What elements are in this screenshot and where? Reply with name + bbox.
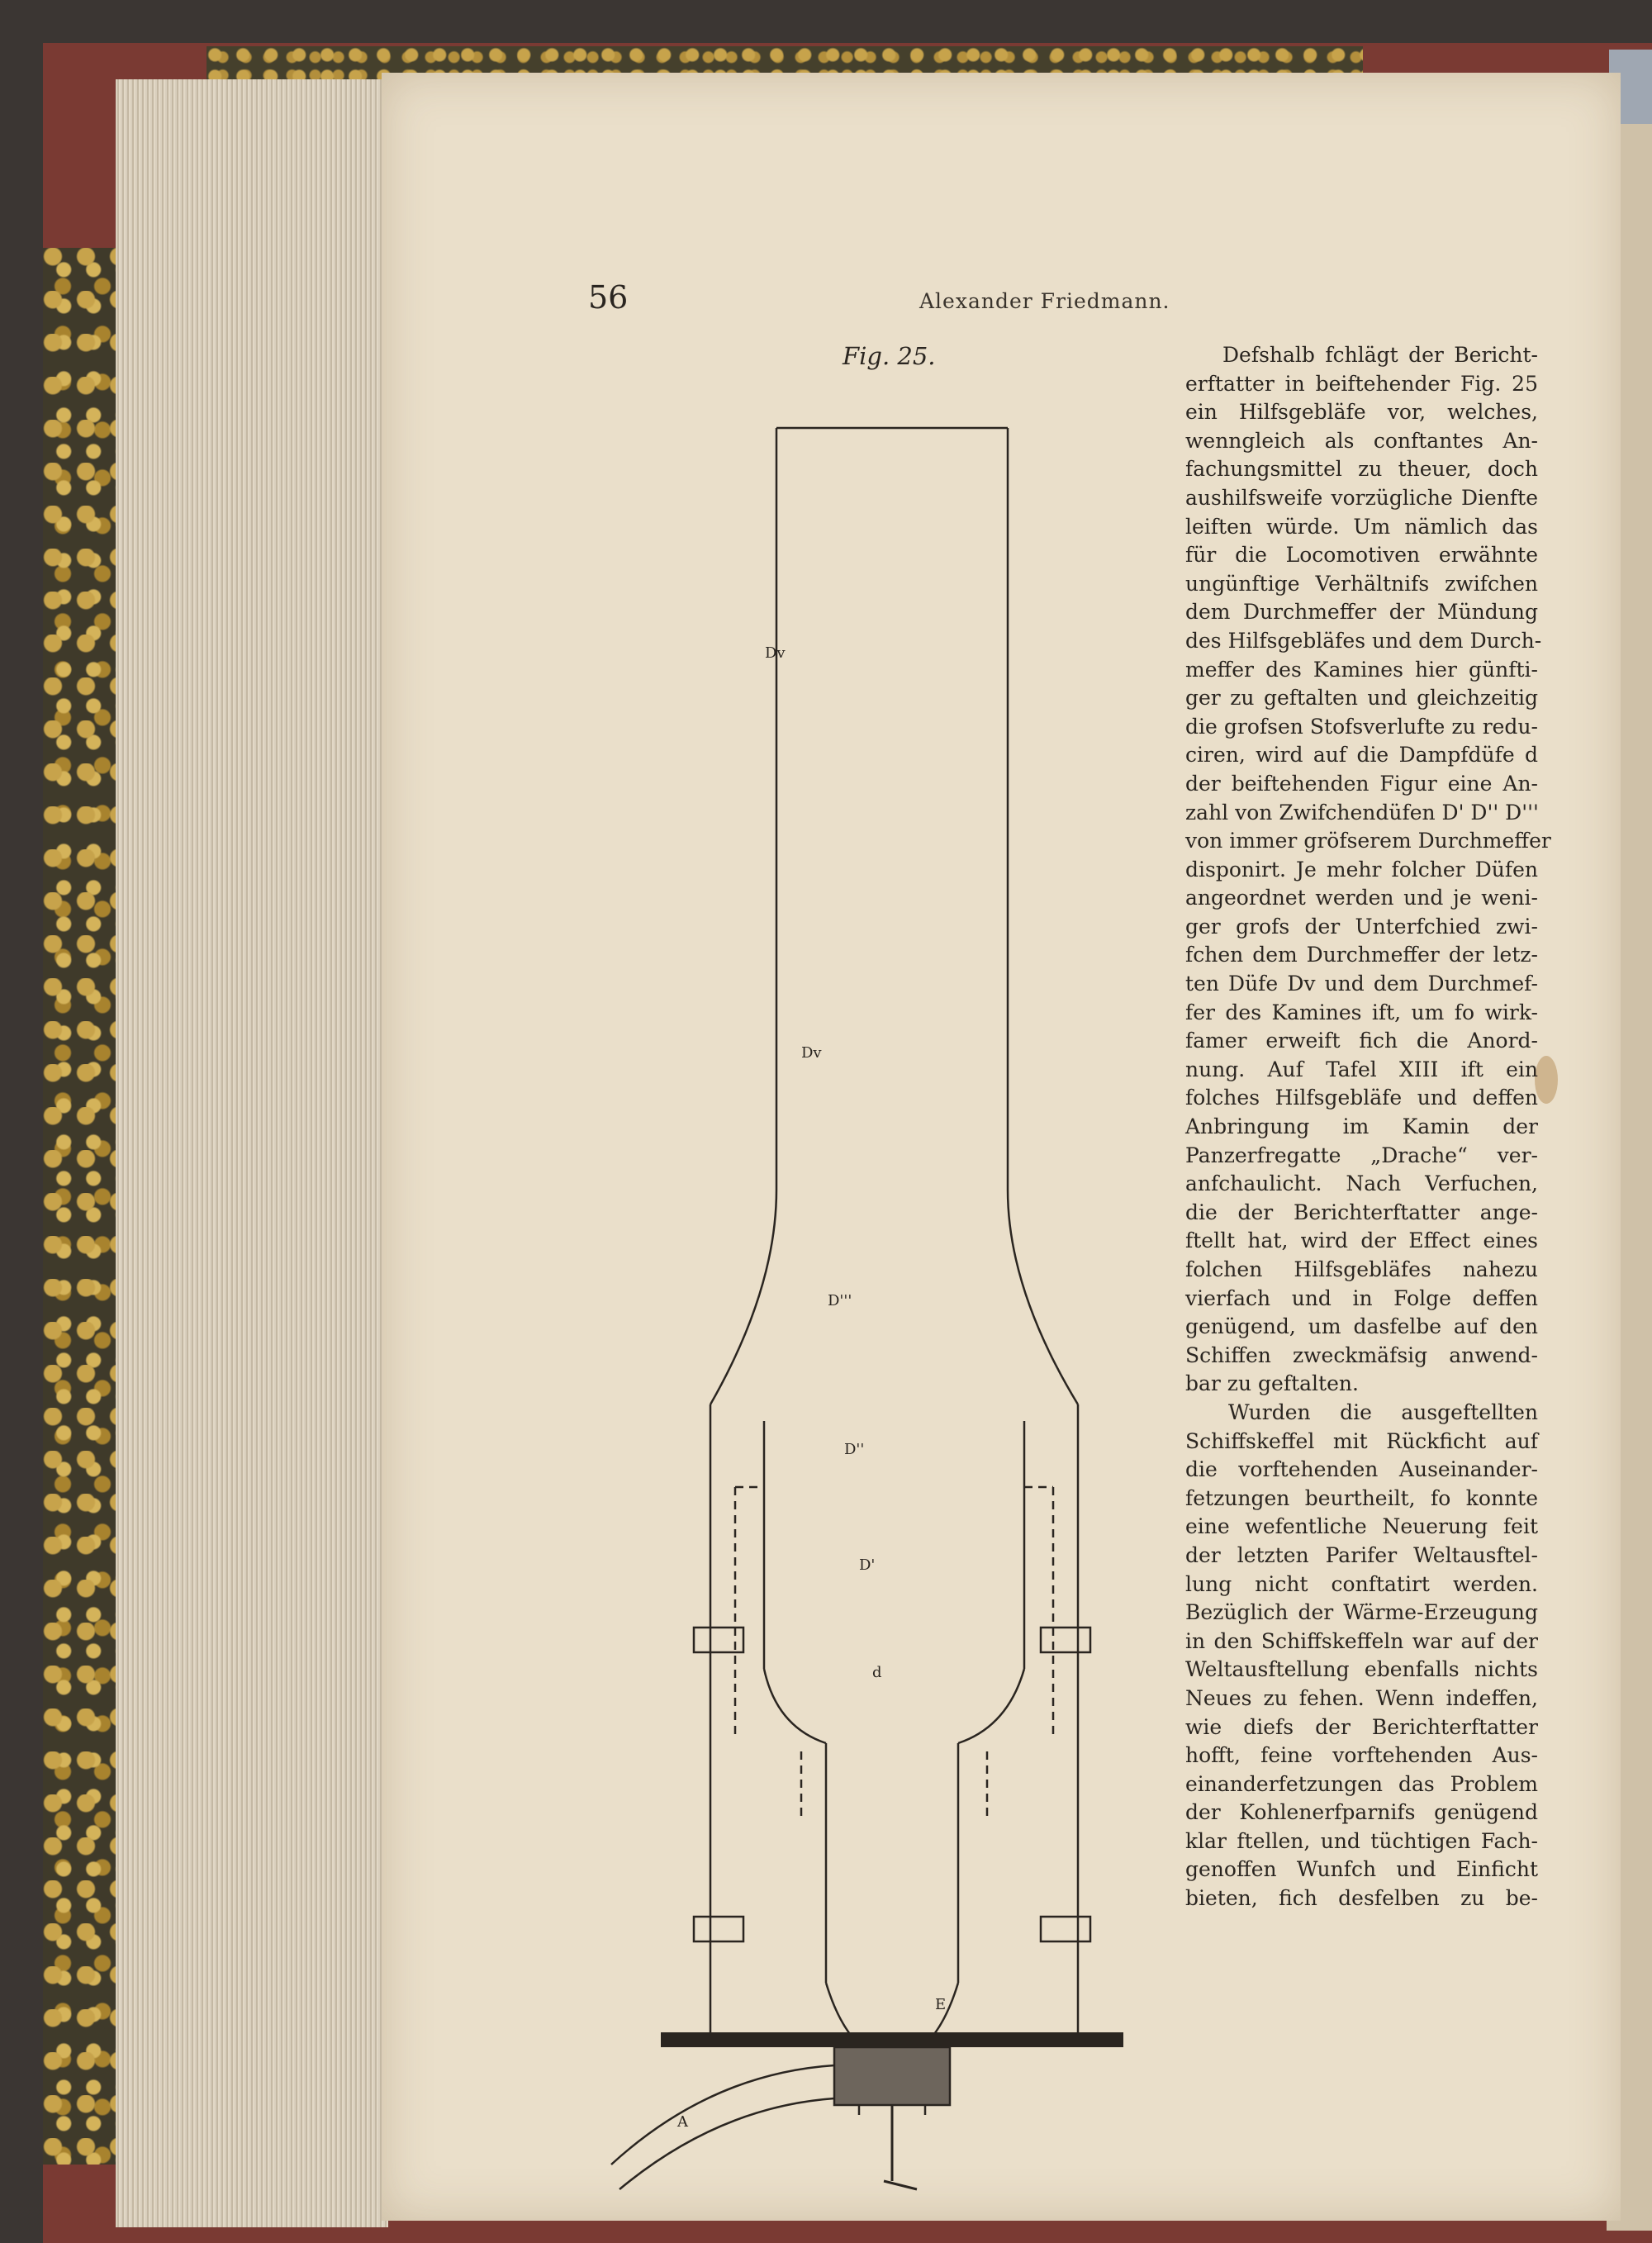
label-d-second: D'': [844, 1441, 865, 1458]
text-line: ger grofs der Unterfchied zwi-: [1185, 914, 1538, 939]
text-line: genoffen Wunfch und Einficht: [1185, 1857, 1538, 1882]
text-line: bieten, fich desfelben zu be-: [1185, 1886, 1538, 1911]
blower-diagram: [611, 413, 1173, 2131]
text-line: der beiftehenden Figur eine An-: [1185, 771, 1538, 796]
text-line: erftatter in beiftehender Fig. 25: [1185, 371, 1538, 396]
page-edges: [116, 79, 388, 2227]
text-line: vierfach und in Folge deffen: [1185, 1285, 1538, 1310]
text-line: ein Hilfsgebläfe vor, welches,: [1185, 400, 1538, 425]
text-line: Wurden die ausgeftellten: [1228, 1399, 1538, 1424]
text-line: von immer gröfserem Durchmeffer: [1185, 829, 1551, 853]
middle-nozzle: [764, 1421, 1024, 1743]
text-line: die grofsen Stofsverlufte zu redu-: [1185, 714, 1538, 739]
text-line: des Hilfsgebläfes und dem Durch-: [1185, 628, 1542, 653]
text-line: in den Schiffskeffeln war auf der: [1185, 1628, 1538, 1653]
text-line: fer des Kamines ift, um fo wirk-: [1185, 1000, 1538, 1024]
text-line: ger zu geftalten und gleichzeitig: [1185, 686, 1538, 710]
text-line: meffer des Kamines hier günfti-: [1185, 657, 1538, 682]
upper-flange-right: [1041, 1628, 1090, 1652]
text-line: Panzerfregatte „Drache“ ver-: [1185, 1143, 1538, 1167]
text-line: Schiffskeffel mit Rückficht auf: [1185, 1428, 1538, 1453]
text-line: klar ftellen, und tüchtigen Fach-: [1185, 1828, 1538, 1853]
label-dv-top: Dv: [765, 644, 786, 662]
text-line: für die Locomotiven erwähnte: [1185, 543, 1538, 568]
text-line: fachungsmittel zu theuer, doch: [1185, 457, 1538, 482]
text-line: folches Hilfsgebläfe und deffen: [1185, 1086, 1538, 1110]
text-line: der letzten Parifer Weltausftel-: [1185, 1542, 1538, 1567]
text-line: der Kohlenerfparnifs genügend: [1185, 1800, 1538, 1825]
marbled-board-left: [43, 248, 121, 2165]
label-a-pipe: A: [677, 2113, 688, 2131]
text-line: ciren, wird auf die Dampfdüfe d: [1185, 743, 1538, 767]
text-line: wie diefs der Berichterftatter: [1185, 1714, 1538, 1739]
text-line: zahl von Zwifchendüfen D' D'' D''': [1185, 800, 1539, 824]
text-line: angeordnet werden und je weni-: [1185, 886, 1538, 910]
text-line: Bezüglich der Wärme-Erzeugung: [1185, 1600, 1538, 1625]
text-line: disponirt. Je mehr folcher Düfen: [1185, 857, 1538, 882]
text-line: dem Durchmeffer der Mündung: [1185, 600, 1538, 625]
valve-block: [834, 2047, 950, 2105]
page-number: 56: [588, 279, 629, 316]
text-line: leiften würde. Um nämlich das: [1185, 514, 1538, 539]
label-d-nozzle: d: [872, 1664, 882, 1681]
text-line: genügend, um dasfelbe auf den: [1185, 1314, 1538, 1339]
text-line: fetzungen beurtheilt, fo konnte: [1185, 1485, 1538, 1510]
text-line: lung nicht conftatirt werden.: [1185, 1571, 1538, 1596]
text-line: eine wefentliche Neuerung feit: [1185, 1514, 1538, 1539]
label-e-small: E: [935, 1996, 947, 2013]
dashed-lines: [735, 1487, 1053, 1818]
text-line: aushilfsweife vorzügliche Dienfte: [1185, 485, 1538, 510]
label-dv-mid: Dv: [801, 1044, 822, 1062]
base-plate: [661, 2032, 1123, 2047]
text-line: ten Düfe Dv und dem Durchmef-: [1185, 972, 1538, 996]
running-head: Alexander Friedmann.: [919, 289, 1170, 313]
text-line: Anbringung im Kamin der: [1185, 1114, 1538, 1139]
text-line: bar zu geftalten.: [1185, 1371, 1359, 1396]
text-line: Schiffen zweckmäfsig anwend-: [1185, 1342, 1538, 1367]
label-d-first: D': [859, 1556, 876, 1574]
text-line: die vorftehenden Auseinander-: [1185, 1457, 1538, 1482]
text-line: ungünftige Verhältnifs zwifchen: [1185, 571, 1538, 596]
top-nozzle-flare: [710, 1190, 1078, 1404]
text-line: ftellt hat, wird der Effect eines: [1185, 1228, 1538, 1253]
text-line: folchen Hilfsgebläfes nahezu: [1185, 1257, 1538, 1281]
text-line: einanderfetzungen das Problem: [1185, 1771, 1538, 1796]
label-d-third: D''': [828, 1292, 852, 1309]
text-line: Defshalb fchlägt der Bericht-: [1222, 343, 1538, 367]
paper-stain: [1535, 1056, 1558, 1104]
text-line: hofft, feine vorftehenden Aus-: [1185, 1743, 1538, 1768]
chimney-top: [776, 428, 1008, 1190]
text-line: die der Berichterftatter ange-: [1185, 1200, 1538, 1224]
text-line: nung. Auf Tafel XIII ift ein: [1185, 1057, 1538, 1081]
figure-caption: Fig. 25.: [843, 342, 936, 370]
text-line: Weltausftellung ebenfalls nichts: [1185, 1657, 1538, 1682]
text-line: Neues zu fehen. Wenn indeffen,: [1185, 1685, 1538, 1710]
text-line: fchen dem Durchmeffer der letz-: [1185, 943, 1538, 967]
body-text-column: [1185, 341, 1551, 1913]
text-line: wenngleich als conftantes An-: [1185, 428, 1538, 453]
text-line: famer erweift fich die Anord-: [1185, 1029, 1538, 1053]
text-line: anfchaulicht. Nach Verfuchen,: [1185, 1171, 1538, 1196]
